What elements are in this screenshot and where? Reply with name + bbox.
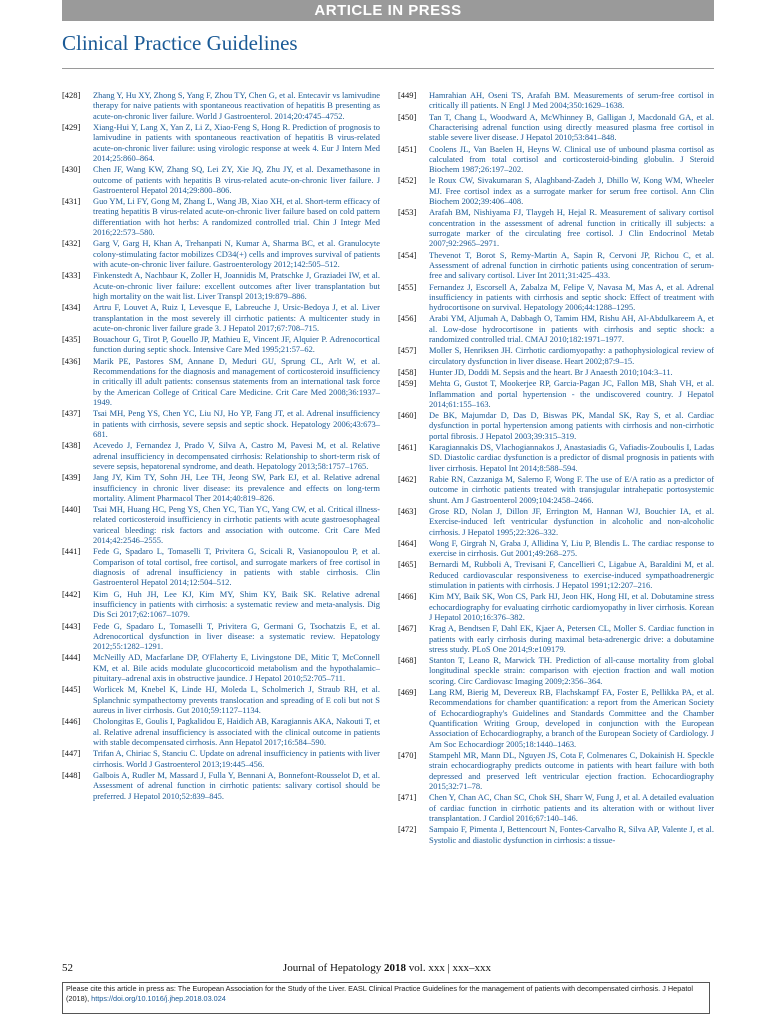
reference-text[interactable]: Kim MY, Baik SK, Won CS, Park HJ, Jeon HK, Hong HI, et al. Dobutamine stress echocardiography for evaluating cirrhotic cardiomyopathy in liver cirrhosis. Korean J Hepatol 2010;16:376–382. — [429, 591, 714, 622]
reference-text[interactable]: Trifan A, Chiriac S, Stanciu C. Update on adrenal insufficiency in patients with liver cirrhosis. World J Gastroenterol 2013;19:445–456. — [93, 748, 380, 769]
reference-text[interactable]: Zhang Y, Hu XY, Zhong S, Yang F, Zhou TY, Chen G, et al. Entecavir vs lamivudine therapy for naive patients with spontaneous reactivation of hepatitis B presenting as acute-on-chronic liver failure. World J Gastroenterol. 2014;20:4745–4752. — [93, 90, 380, 121]
reference-number: [467] — [398, 623, 417, 634]
reference-number: [451] — [398, 143, 417, 154]
reference-number: [431] — [62, 196, 81, 207]
journal-volume: vol. xxx | xxx–xxx — [408, 962, 492, 974]
reference-item — [398, 538, 714, 559]
reference-text[interactable]: Tan T, Chang L, Woodward A, McWhinney B, Galligan J, Macdonald GA, et al. Characterising adrenal function using directly measured plasma free cortisol in stable severe liver disease. J Hepatol 2010;53:841–848. — [429, 111, 714, 143]
reference-number: [454] — [398, 249, 417, 260]
section-title: Clinical Practice Guidelines — [62, 31, 298, 55]
reference-item — [398, 792, 714, 823]
reference-item — [398, 112, 714, 143]
reference-item — [398, 506, 714, 537]
reference-number: [462] — [398, 473, 417, 484]
reference-number: [433] — [62, 270, 81, 281]
reference-number: [428] — [62, 90, 81, 100]
reference-text[interactable]: Jang JY, Kim TY, Sohn JH, Lee TH, Jeong SW, Park EJ, et al. Relative adrenal insufficiency in chronic liver disease: its prevalence and effects on long-term mortality. Aliment Pharmacol Ther 2014;40:819–826. — [93, 472, 380, 503]
reference-number: [463] — [398, 505, 417, 516]
journal-year: 2018 — [384, 962, 407, 974]
reference-item — [62, 589, 380, 620]
reference-item — [62, 356, 380, 408]
reference-number: [455] — [398, 281, 417, 292]
reference-number: [452] — [398, 175, 417, 186]
reference-item — [398, 474, 714, 505]
reference-text[interactable]: Garg V, Garg H, Khan A, Trehanpati N, Kumar A, Sharma BC, et al. Granulocyte colony-stimulating factor mobilizes CD34(+) cells and improves survival of patients with acute-on-chronic liver failure. Gastroenterology 2012;142:505–512. — [93, 238, 380, 270]
reference-text[interactable]: Tsai MH, Huang HC, Peng YS, Chen YC, Tian YC, Yang CW, et al. Critical illness-related corticosteroid insufficiency in cirrhotic patients with acute gastroesophageal variceal bleeding: risk factors and association with outcome. Crit Care Med 2014;42:2546–2555. — [93, 504, 380, 546]
reference-number: [458] — [398, 366, 417, 377]
references-right-column — [398, 90, 714, 846]
reference-number: [446] — [62, 716, 81, 727]
reference-number: [453] — [398, 207, 417, 218]
reference-number: [456] — [398, 313, 417, 324]
reference-number: [465] — [398, 559, 417, 570]
reference-number: [432] — [62, 238, 81, 249]
reference-text[interactable]: Karagiannakis DS, Vlachogiannakos J, Anastasiadis G, Vafiadis-Zouboulis I, Ladas SD. Diastolic cardiac dysfunction is a predictor of dismal prognosis in patients with liver cirrhosis. Hepatol Int 2014;8:588–594. — [429, 442, 714, 473]
reference-item — [398, 313, 714, 344]
reference-text[interactable]: Grose RD, Nolan J, Dillon JF, Errington M, Hannan WJ, Bouchier IA, et al. Exercise-induced left ventricular dysfunction in alcoholic and non-alcoholic cirrhosis. J Hepatol 1995;22:326–332. — [429, 505, 714, 537]
reference-text[interactable]: Coolens JL, Van Baelen H, Heyns W. Clinical use of unbound plasma cortisol as calculated from total cortisol and corticosteroid-binding globulin. J Steroid Biochem 1987;26:197–202. — [429, 143, 714, 175]
reference-item — [398, 345, 714, 366]
reference-text[interactable]: Guo YM, Li FY, Gong M, Zhang L, Wang JB, Xiao XH, et al. Short-term efficacy of treating hepatitis B virus-related acute-on-chronic liver failure based on cold pattern differentiation with hot herbs: A randomized controlled trial. Chin J Integr Med 2016;22:573–580. — [93, 196, 380, 238]
reference-item — [398, 655, 714, 686]
reference-number: [442] — [62, 588, 81, 599]
reference-number: [468] — [398, 655, 417, 666]
reference-text[interactable]: Sampaio F, Pimenta J, Bettencourt N, Fontes-Carvalho R, Silva AP, Valente J, et al. Systolic and diastolic dysfunction in cirrhosis: a tissue- — [429, 824, 714, 845]
reference-number: [436] — [62, 355, 81, 366]
reference-item — [62, 122, 380, 163]
citation-text: Please cite this article in press as: The European Association for the Study of the Liver. EASL Clinical Practice Guidelines for the management of patients with decompensated cirrhosis. J Hepatol (2018), — [66, 984, 694, 1003]
reference-number: [457] — [398, 345, 417, 356]
reference-text[interactable]: Lang RM, Bierig M, Devereux RB, Flachskampf FA, Foster E, Pellikka PA, et al. Recommendations for chamber quantification: a report from the American Society of Echocardiography's Guidelines and Standards Committee and the Chamber Quantification Writing Group, developed in conjunction with the European Association of Echocardiography, a branch of the European Society of Cardiology. J Am Soc Echocardiogr 2005;18:1440–1463. — [429, 687, 714, 749]
reference-item — [62, 334, 380, 355]
reference-item — [398, 90, 714, 111]
reference-item — [398, 687, 714, 749]
reference-text[interactable]: Worlicek M, Knebel K, Linde HJ, Moleda L, Scholmerich J, Straub RH, et al. Splanchnic sympathectomy prevents translocation and spreading of E coli but not S aureus in liver cirrhosis. Gut 2010;59:1127–1134. — [93, 684, 380, 716]
reference-number: [448] — [62, 769, 81, 780]
reference-item — [62, 716, 380, 747]
reference-item — [62, 504, 380, 545]
reference-text[interactable]: Arabi YM, Aljumah A, Dabbagh O, Tamim HM, Rishu AH, Al-Abdulkareem A, et al. Low-dose hydrocortisone in patients with cirrhosis and septic shock: a randomized controlled trial. CMAJ 2010;182:1971–1977. — [429, 313, 714, 345]
reference-number: [435] — [62, 334, 81, 345]
reference-text[interactable]: Galbois A, Rudler M, Massard J, Fulla Y, Bennani A, Bonnefont-Rousselot D, et al. Assessment of adrenal function in cirrhotic patients: salivary cortisol should be preferred. J Hepatol 2010;52:839–845. — [93, 769, 380, 801]
reference-number: [434] — [62, 302, 81, 313]
reference-item — [398, 282, 714, 313]
reference-text[interactable]: Acevedo J, Fernandez J, Prado V, Silva A, Castro M, Pavesi M, et al. Relative adrenal insufficiency in decompensated cirrhosis: Relationship to short-term risk of severe sepsis, hepatorenal syndrome, and death. Hepatology 2013;58:1757–1765. — [93, 440, 380, 471]
reference-item — [62, 546, 380, 587]
reference-number: [449] — [398, 90, 417, 100]
reference-number: [439] — [62, 472, 81, 483]
reference-item — [398, 750, 714, 791]
reference-text[interactable]: Fede G, Spadaro L, Tomaselli T, Privitera G, Germani G, Tsochatzis E, et al. Adrenocortical dysfunction in liver disease: a systematic review. Hepatology 2012;55:1282–1291. — [93, 620, 380, 652]
reference-number: [472] — [398, 824, 417, 835]
reference-text[interactable]: Hunter JD, Doddi M. Sepsis and the heart. Br J Anaesth 2010;104:3–11. — [429, 366, 673, 377]
reference-number: [429] — [62, 121, 81, 132]
reference-item — [62, 90, 380, 121]
reference-text[interactable]: Xiang-Hui Y, Lang X, Yan Z, Li Z, Xiao-Feng S, Hong R. Prediction of prognosis to lamivudine in patients with spontaneous reactivation of hepatitis B virus-related acute-on-chronic liver failure: using virologic response at week 4. Eur J Intern Med 2014;25:860–864. — [93, 121, 380, 163]
reference-number: [440] — [62, 504, 81, 515]
reference-text[interactable]: Fernandez J, Escorsell A, Zabalza M, Felipe V, Navasa M, Mas A, et al. Adrenal insufficiency in patients with cirrhosis and septic shock: Effect of treatment with hydrocortisone on survival. Hepatology 2006;44:1288–1295. — [429, 281, 714, 313]
reference-item — [398, 207, 714, 248]
article-in-press-banner: ARTICLE IN PRESS — [62, 0, 714, 21]
journal-name: Journal of Hepatology — [282, 962, 382, 974]
reference-number: [437] — [62, 408, 81, 419]
reference-item — [398, 367, 714, 377]
reference-number: [450] — [398, 111, 417, 122]
reference-text[interactable]: Chen Y, Chan AC, Chan SC, Chok SH, Sharr W, Fung J, et al. A detailed evaluation of cardiac function in cirrhotic patients and its alteration with or without liver transplantation. J Cardiol 2016;67:140–146. — [429, 792, 714, 823]
reference-text[interactable]: McNeilly AD, Macfarlane DP, O'Flaherty E, Livingstone DE, Mitic T, McConnell KM, et al. Bile acids modulate glucocorticoid metabolism and the hypothalamic–pituitary–adrenal axis in obstructive jaundice. J Hepatol 2010;52:705–711. — [93, 652, 380, 684]
reference-text[interactable]: Hamrahian AH, Oseni TS, Arafah BM. Measurements of serum-free cortisol in critically ill patients. N Engl J Med 2004;350:1629–1638. — [429, 90, 714, 111]
reference-item — [398, 623, 714, 654]
reference-text[interactable]: Marik PE, Pastores SM, Annane D, Meduri GU, Sprung CL, Arlt W, et al. Recommendations for the diagnosis and management of corticosteroid insufficiency in critically ill adult patients: consensus statements from an international task force by the American College of Critical Care Medicine. Crit Care Med 2008;36:1937–1949. — [93, 355, 380, 408]
reference-text[interactable]: De BK, Majumdar D, Das D, Biswas PK, Mandal SK, Ray S, et al. Cardiac dysfunction in portal hypertension among patients with cirrhosis and non-cirrhotic portal fibrosis. J Hepatol 2003;39:315–319. — [429, 410, 714, 441]
reference-text[interactable]: Mehta G, Gustot T, Mookerjee RP, Garcia-Pagan JC, Fallon MB, Shah VH, et al. Inflammation and portal hypertension - the undiscovered country. J Hepatol 2014;61:155–163. — [429, 378, 714, 409]
reference-text[interactable]: Cholongitas E, Goulis I, Pagkalidou E, Haidich AB, Karagiannis AKA, Nakouti T, et al. Relative adrenal insufficiency is associated with the clinical outcome in patients with stable decompensated cirrhosis. Ann Hepatol 2017;16:584–590. — [93, 716, 380, 747]
reference-item — [398, 442, 714, 473]
reference-item — [398, 378, 714, 409]
journal-footer — [0, 962, 774, 974]
reference-text[interactable]: Finkenstedt A, Nachbaur K, Zoller H, Joannidis M, Pratschke J, Graziadei IW, et al. Acute-on-chronic liver failure: excellent outcomes after liver transplantation but high mortality on the wait list. Liver Transpl 2013;19:879–886. — [93, 270, 380, 301]
reference-item — [62, 302, 380, 333]
reference-text[interactable]: Bernardi M, Rubboli A, Trevisani F, Cancellieri C, Ligabue A, Baraldini M, et al. Reduced cardiovascular responsiveness to exercise-induced sympathoadrenergic stimulation in patients with cirrhosis. J Hepatol 1991;12:207–216. — [429, 559, 714, 591]
reference-number: [464] — [398, 537, 417, 548]
reference-number: [466] — [398, 591, 417, 602]
reference-number: [459] — [398, 378, 417, 389]
reference-text[interactable]: Stampehl MR, Mann DL, Nguyen JS, Cota F, Colmenares C, Dokainish H. Speckle strain echocardiography predicts outcome in patients with heart failure with both depressed and preserved left ventricular ejection fraction. Echocardiography 2015;32:71–78. — [429, 750, 714, 792]
reference-item — [62, 164, 380, 195]
reference-number: [460] — [398, 410, 417, 421]
citation-notice — [62, 982, 710, 1014]
doi-link[interactable]: https://doi.org/10.1016/j.jhep.2018.03.024 — [91, 994, 226, 1003]
reference-item — [62, 621, 380, 652]
header-divider — [62, 68, 714, 69]
reference-number: [430] — [62, 164, 81, 175]
reference-item — [62, 408, 380, 439]
reference-item — [62, 440, 380, 471]
reference-text[interactable]: Arafah BM, Nishiyama FJ, Tlaygeh H, Hejal R. Measurement of salivary cortisol concentration in the assessment of adrenal function in critically ill subjects: a surrogate marker of the circulating free cortisol. J Clin Endocrinol Metab 2007;92:2965–2971. — [429, 207, 714, 249]
reference-text[interactable]: le Roux CW, Sivakumaran S, Alaghband-Zadeh J, Dhillo W, Kong WM, Wheeler MJ. Free cortisol index as a surrogate marker for serum free cortisol. Ann Clin Biochem 2002;39:406–408. — [429, 175, 714, 207]
reference-item — [398, 591, 714, 622]
reference-item — [398, 410, 714, 441]
reference-item — [62, 770, 380, 801]
reference-number: [445] — [62, 684, 81, 695]
reference-text[interactable]: Krag A, Bendtsen F, Dahl EK, Kjaer A, Petersen CL, Moller S. Cardiac function in patients with early cirrhosis during maximal beta-adrenergic drive: a dobutamine stress study. PLoS One 2014;9:e109179. — [429, 623, 714, 654]
reference-text[interactable]: Chen JF, Wang KW, Zhang SQ, Lei ZY, Xie JQ, Zhu JY, et al. Dexamethasone in outcome of patients with hepatitis B virus-related acute-on-chronic liver failure. J Gastroenterol Hepatol 2014;29:800–806. — [93, 164, 380, 195]
reference-text[interactable]: Rabie RN, Cazzaniga M, Salerno F, Wong F. The use of E/A ratio as a predictor of outcome in cirrhotic patients treated with transjugular intrahepatic portosystemic shunt. Am J Gastroenterol 2009;104:2458–2466. — [429, 473, 714, 505]
reference-text[interactable]: Thevenot T, Borot S, Remy-Martin A, Sapin R, Cervoni JP, Richou C, et al. Assessment of adrenal function in cirrhotic patients using concentration of serum-free and salivary cortisol. Liver Int 2011;31:425–433. — [429, 249, 714, 281]
reference-number: [471] — [398, 792, 417, 803]
reference-text[interactable]: Tsai MH, Peng YS, Chen YC, Liu NJ, Ho YP, Fang JT, et al. Adrenal insufficiency in patients with cirrhosis, severe sepsis and septic shock. Hepatology 2006;43:673–681. — [93, 408, 380, 440]
reference-number: [470] — [398, 750, 417, 761]
reference-item — [62, 748, 380, 769]
reference-item — [62, 472, 380, 503]
reference-item — [398, 559, 714, 590]
reference-text[interactable]: Artru F, Louvet A, Ruiz I, Levesque E, Labreuche J, Ursic-Bedoya J, et al. Liver transplantation in the most severely ill cirrhotic patients: A multicenter study in acute-on-chronic liver failure grade 3. J Hepatol 2017;67:708–715. — [93, 302, 380, 333]
reference-number: [438] — [62, 440, 81, 451]
reference-number: [441] — [62, 546, 81, 557]
reference-number: [469] — [398, 687, 417, 698]
reference-text[interactable]: Bouachour G, Tirot P, Gouello JP, Mathieu E, Vincent JF, Alquier P. Adrenocortical function during septic shock. Intensive Care Med 1995;21:57–62. — [93, 334, 380, 355]
reference-item — [62, 652, 380, 683]
reference-item — [398, 175, 714, 206]
reference-number: [461] — [398, 442, 417, 453]
reference-item — [62, 684, 380, 715]
reference-text[interactable]: Stanton T, Leano R, Marwick TH. Prediction of all-cause mortality from global longitudinal speckle strain: comparison with ejection fraction and wall motion scoring. Circ Cardiovasc Imaging 2009;2:356–364. — [429, 655, 714, 686]
reference-item — [62, 270, 380, 301]
reference-item — [398, 144, 714, 175]
references-left-column — [62, 90, 380, 802]
page-number: 52 — [62, 962, 73, 974]
reference-item — [62, 196, 380, 237]
reference-number: [444] — [62, 652, 81, 663]
reference-text[interactable]: Kim G, Huh JH, Lee KJ, Kim MY, Shim KY, Baik SK. Relative adrenal insufficiency in patients with cirrhosis: a systematic review and meta-analysis. Dig Dis Sci 2017;62:1067–1079. — [93, 588, 380, 620]
reference-text[interactable]: Wong F, Girgrah N, Graba J, Allidina Y, Liu P, Blendis L. The cardiac response to exercise in cirrhosis. Gut 2001;49:268–275. — [429, 537, 714, 559]
reference-item — [398, 824, 714, 845]
reference-number: [443] — [62, 620, 81, 631]
reference-text[interactable]: Fede G, Spadaro L, Tomaselli T, Privitera G, Scicali R, Vasianopoulou P, et al. Comparison of total cortisol, free cortisol, and surrogate markers of free cortisol in diagnosis of adrenal insufficiency in patients with stable cirrhosis. Clin Gastroenterol Hepatol 2014;12:504–512. — [93, 546, 380, 588]
reference-item — [62, 238, 380, 269]
reference-text[interactable]: Moller S, Henriksen JH. Cirrhotic cardiomyopathy: a pathophysiological review of circulatory dysfunction in liver disease. Heart 2002;87:9–15. — [429, 345, 714, 366]
reference-item — [398, 250, 714, 281]
reference-number: [447] — [62, 748, 81, 759]
